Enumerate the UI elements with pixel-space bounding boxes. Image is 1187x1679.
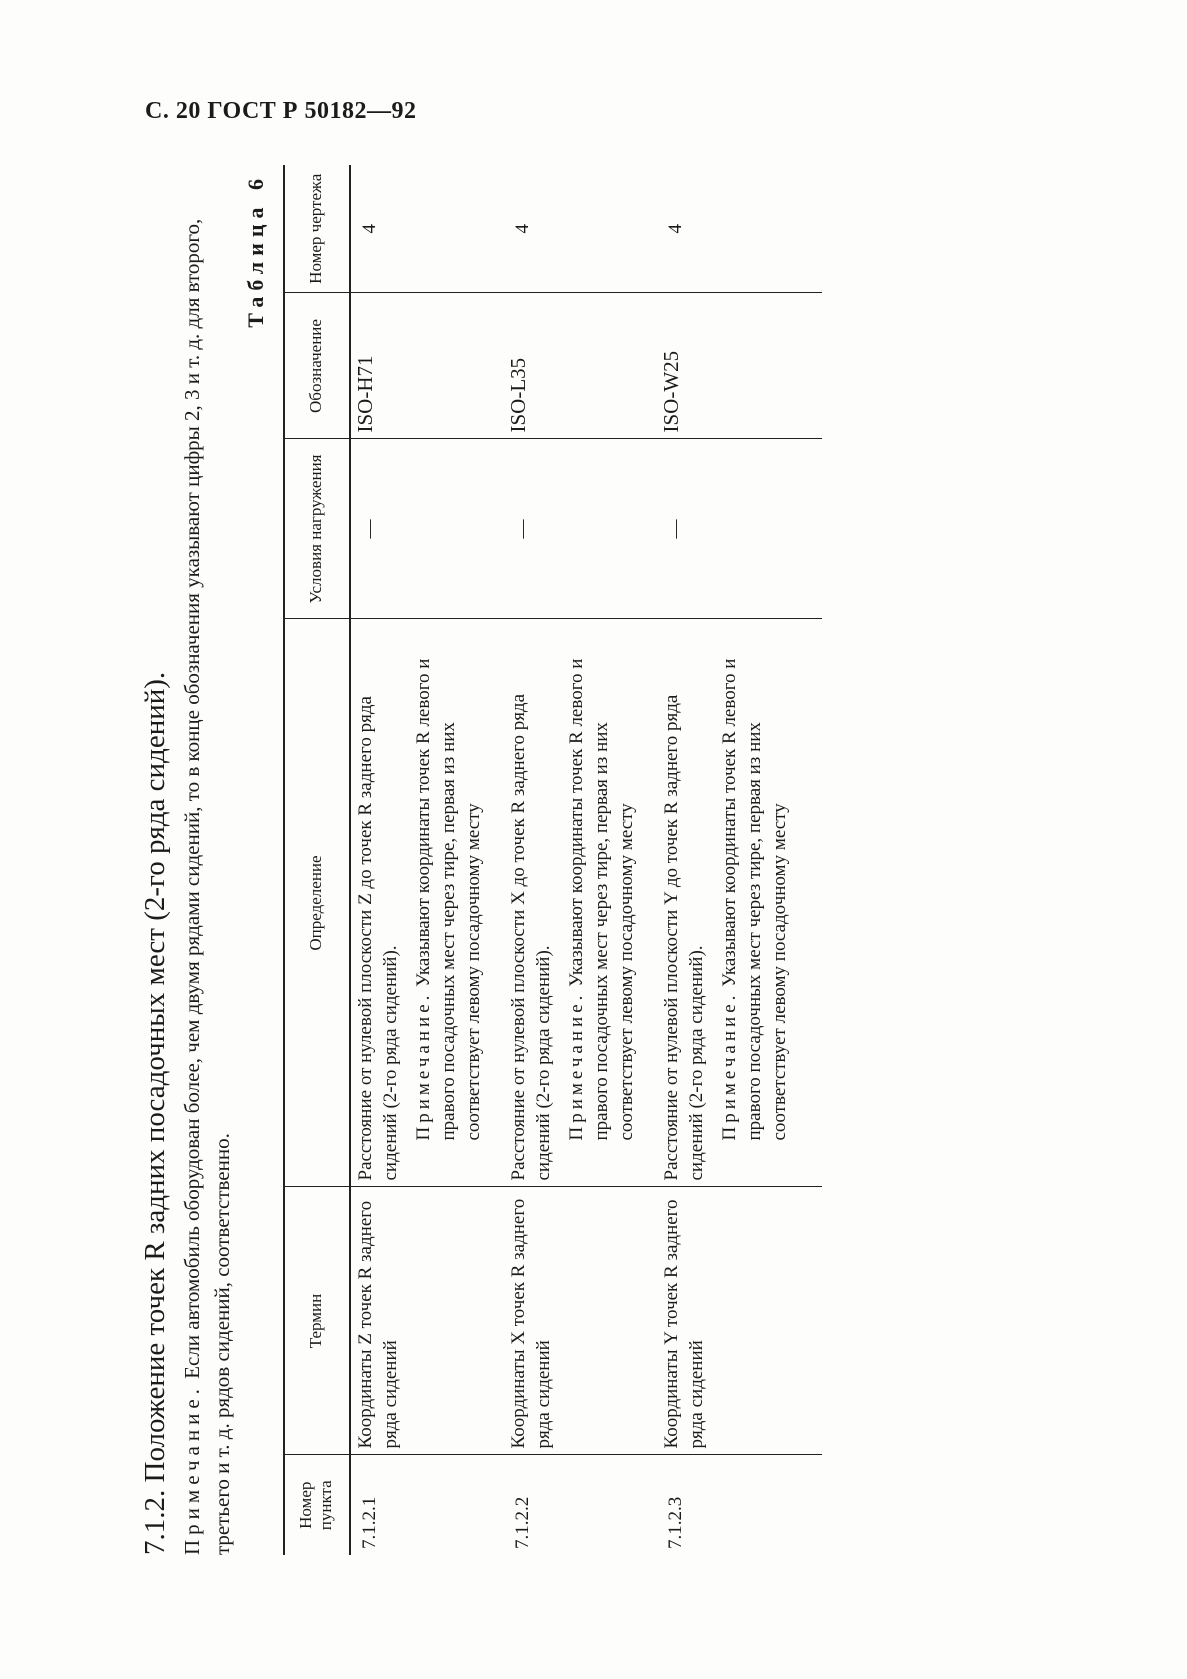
- row-note: [564, 626, 639, 1181]
- row-designation: ISO-W25: [657, 293, 822, 439]
- row-term: Координаты Z точек R заднего ряда сидений: [350, 1187, 504, 1455]
- row-definition-cell: [504, 619, 657, 1187]
- row-designation: ISO-H71: [350, 293, 504, 439]
- page-header: С. 20 ГОСТ Р 50182—92: [145, 98, 417, 124]
- section-note: [177, 165, 237, 1555]
- row-definition-cell: [657, 619, 822, 1187]
- table-header-row: [283, 165, 350, 1555]
- terms-table: [283, 165, 822, 1555]
- header-load: Условия нагружения: [283, 439, 350, 619]
- rotated-content: [135, 165, 955, 1555]
- row-num: 7.1.2.2: [512, 1496, 533, 1549]
- header-term: Термин: [283, 1187, 350, 1455]
- note-label: Примечание.: [180, 1384, 204, 1555]
- table-row: [350, 165, 504, 1555]
- row-definition: Расстояние от нулевой плоскости Z до точек R заднего ряда сидений (2-го ряда сидений).: [355, 696, 401, 1181]
- header-drawing: Номер чертежа: [283, 165, 350, 293]
- row-note-label: Примечание.: [719, 991, 740, 1141]
- row-note: [411, 626, 486, 1181]
- row-drawing: 4: [504, 165, 657, 293]
- row-definition: Расстояние от нулевой плоскости Y до точек R заднего ряда сидений (2-го ряда сидений).: [661, 694, 707, 1181]
- section-heading: 7.1.2. Положение точек R задних посадочных мест (2-го ряда сидений).: [139, 671, 171, 1555]
- row-definition-cell: [350, 619, 504, 1187]
- row-note-text: Указывают координаты точек R левого и правого посадочных мест через тире, первая из них соответствует левому посадочному месту: [719, 658, 790, 1141]
- header-num: Номер пункта: [283, 1455, 350, 1555]
- row-num: 7.1.2.1: [359, 1496, 380, 1549]
- row-load: —: [504, 439, 657, 619]
- row-note-label: Примечание.: [566, 991, 587, 1141]
- table-row: [504, 165, 657, 1555]
- row-num: 7.1.2.3: [665, 1496, 686, 1549]
- row-note-label: Примечание.: [413, 991, 434, 1141]
- header-definition: Определение: [283, 619, 350, 1187]
- table-row: [657, 165, 822, 1555]
- row-note-text: Указывают координаты точек R левого и правого посадочных мест через тире, первая из них соответствует левому посадочному месту: [413, 658, 484, 1141]
- table-caption: Таблица 6: [243, 173, 268, 328]
- row-note: [717, 626, 792, 1181]
- row-term: Координаты Y точек R заднего ряда сидений: [657, 1187, 822, 1455]
- row-term: Координаты X точек R заднего ряда сидений: [504, 1187, 657, 1455]
- header-designation: Обозначение: [283, 293, 350, 439]
- row-load: —: [657, 439, 822, 619]
- note-text: Если автомобиль оборудован более, чем двумя рядами сидений, то в конце обозначения указывают цифры 2, 3 и т. д. для второго, третьего и т. д. рядов сидений, соответственно.: [180, 218, 234, 1555]
- row-drawing: 4: [657, 165, 822, 293]
- row-load: —: [350, 439, 504, 619]
- row-definition: Расстояние от нулевой плоскости X до точек R заднего ряда сидений (2-го ряда сидений).: [508, 693, 554, 1181]
- row-note-text: Указывают координаты точек R левого и правого посадочных мест через тире, первая из них соответствует левому посадочному месту: [566, 658, 637, 1141]
- row-drawing: 4: [350, 165, 504, 293]
- row-designation: ISO-L35: [504, 293, 657, 439]
